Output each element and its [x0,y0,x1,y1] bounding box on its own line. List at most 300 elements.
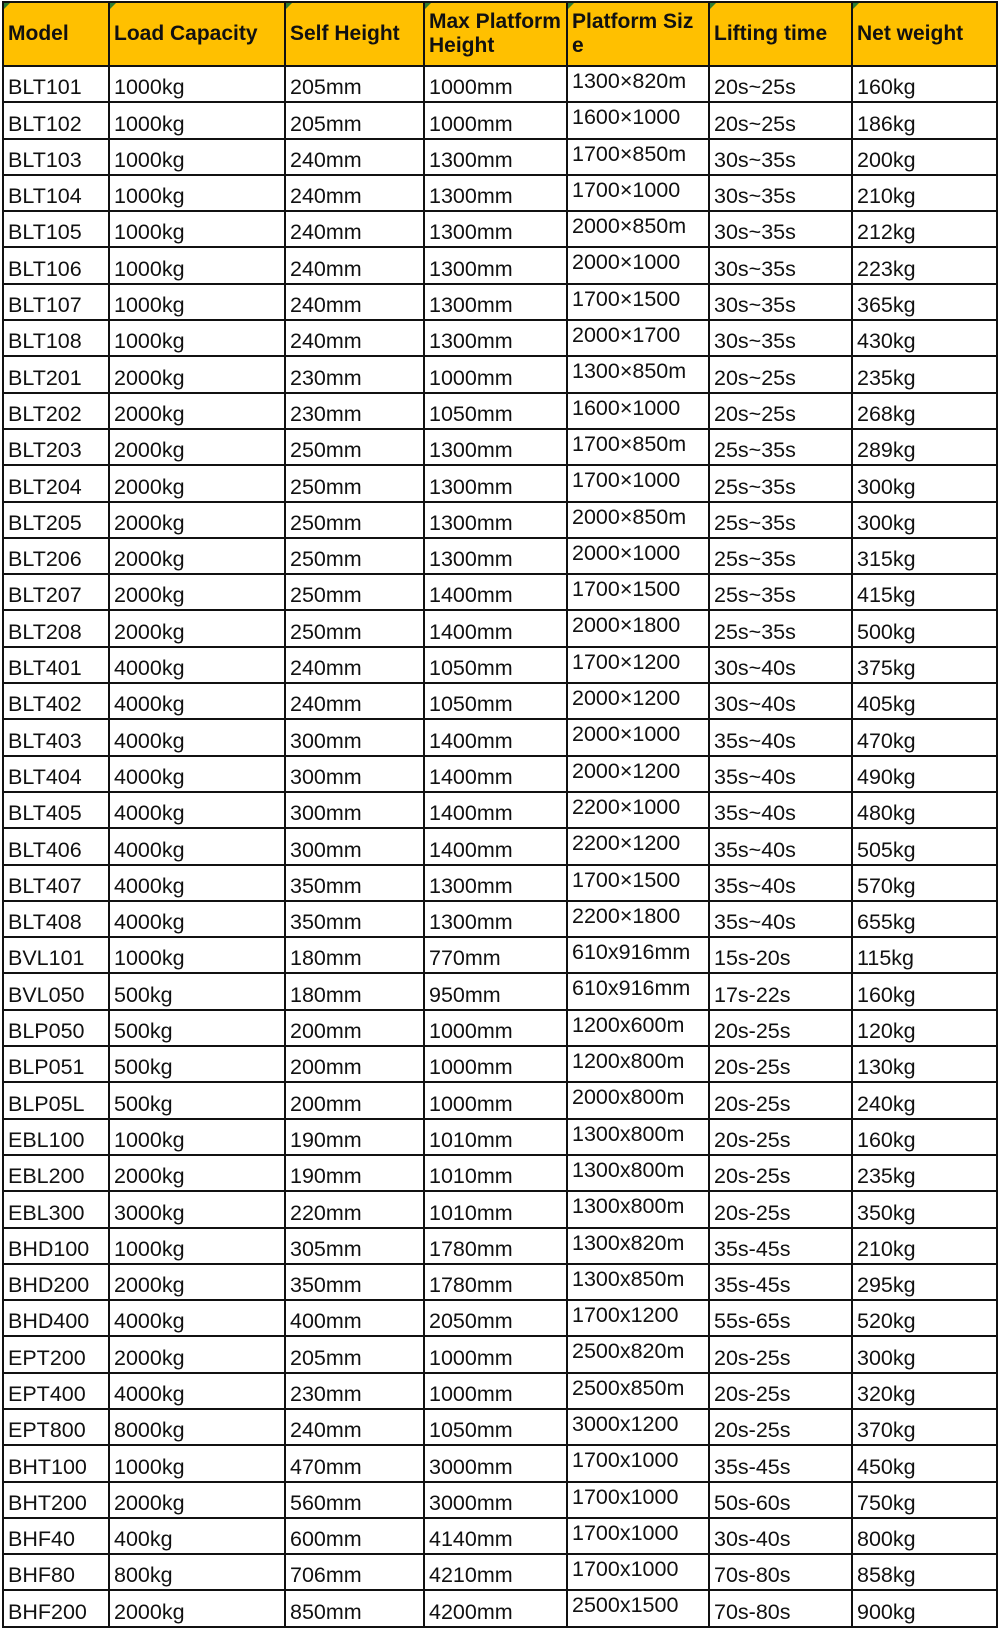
cell-self-height[interactable]: 706mm [285,1554,424,1590]
cell-load-capacity[interactable]: 4000kg [109,792,285,828]
cell-self-height[interactable]: 190mm [285,1155,424,1191]
cell-platform-size[interactable]: 1700x1000 [567,1554,709,1590]
cell-model[interactable]: BLT102 [3,102,109,138]
header-max-platform-height[interactable]: Max Platform Height [424,2,567,66]
cell-load-capacity[interactable]: 1000kg [109,284,285,320]
cell-load-capacity[interactable]: 2000kg [109,1155,285,1191]
cell-platform-size[interactable]: 1300x850m [567,1264,709,1300]
cell-lifting-time[interactable]: 30s~35s [709,211,852,247]
cell-model[interactable]: BLT106 [3,247,109,283]
cell-lifting-time[interactable]: 25s~35s [709,429,852,465]
cell-model[interactable]: BLT403 [3,719,109,755]
cell-load-capacity[interactable]: 1000kg [109,175,285,211]
cell-load-capacity[interactable]: 4000kg [109,719,285,755]
cell-self-height[interactable]: 250mm [285,574,424,610]
cell-platform-size[interactable]: 1700×1000 [567,465,709,501]
cell-net-weight[interactable]: 450kg [852,1445,997,1481]
cell-max-platform-height[interactable]: 1300mm [424,320,567,356]
cell-model[interactable]: BLT401 [3,647,109,683]
cell-self-height[interactable]: 230mm [285,356,424,392]
cell-max-platform-height[interactable]: 1000mm [424,66,567,102]
cell-platform-size[interactable]: 1300×850m [567,356,709,392]
cell-max-platform-height[interactable]: 950mm [424,973,567,1009]
cell-self-height[interactable]: 180mm [285,937,424,973]
cell-self-height[interactable]: 230mm [285,1373,424,1409]
cell-lifting-time[interactable]: 20s-25s [709,1046,852,1082]
cell-model[interactable]: BLP051 [3,1046,109,1082]
cell-net-weight[interactable]: 505kg [852,828,997,864]
cell-load-capacity[interactable]: 2000kg [109,429,285,465]
cell-model[interactable]: BHT200 [3,1482,109,1518]
cell-load-capacity[interactable]: 1000kg [109,247,285,283]
cell-lifting-time[interactable]: 35s~40s [709,901,852,937]
cell-max-platform-height[interactable]: 1000mm [424,1373,567,1409]
cell-max-platform-height[interactable]: 1400mm [424,756,567,792]
cell-max-platform-height[interactable]: 1400mm [424,828,567,864]
cell-platform-size[interactable]: 1700×1000 [567,175,709,211]
cell-net-weight[interactable]: 655kg [852,901,997,937]
cell-max-platform-height[interactable]: 1300mm [424,211,567,247]
cell-self-height[interactable]: 250mm [285,502,424,538]
cell-load-capacity[interactable]: 1000kg [109,139,285,175]
cell-model[interactable]: BLT404 [3,756,109,792]
cell-lifting-time[interactable]: 25s~35s [709,574,852,610]
header-platform-size[interactable]: Platform Size [567,2,709,66]
cell-model[interactable]: BLT402 [3,683,109,719]
cell-model[interactable]: BHD100 [3,1228,109,1264]
cell-platform-size[interactable]: 1700×850m [567,139,709,175]
cell-model[interactable]: BLT108 [3,320,109,356]
cell-max-platform-height[interactable]: 3000mm [424,1445,567,1481]
cell-load-capacity[interactable]: 500kg [109,973,285,1009]
cell-lifting-time[interactable]: 20s~25s [709,356,852,392]
cell-platform-size[interactable]: 2000×1000 [567,719,709,755]
cell-net-weight[interactable]: 130kg [852,1046,997,1082]
cell-model[interactable]: BLT406 [3,828,109,864]
cell-lifting-time[interactable]: 35s~40s [709,792,852,828]
cell-platform-size[interactable]: 2500x1500 [567,1590,709,1626]
cell-net-weight[interactable]: 480kg [852,792,997,828]
cell-self-height[interactable]: 205mm [285,66,424,102]
cell-platform-size[interactable]: 2000×1000 [567,538,709,574]
cell-load-capacity[interactable]: 1000kg [109,1445,285,1481]
cell-net-weight[interactable]: 370kg [852,1409,997,1445]
cell-platform-size[interactable]: 2000×1000 [567,247,709,283]
cell-max-platform-height[interactable]: 1300mm [424,865,567,901]
cell-self-height[interactable]: 470mm [285,1445,424,1481]
cell-load-capacity[interactable]: 4000kg [109,1300,285,1336]
cell-net-weight[interactable]: 160kg [852,66,997,102]
cell-max-platform-height[interactable]: 1300mm [424,429,567,465]
cell-net-weight[interactable]: 268kg [852,393,997,429]
cell-load-capacity[interactable]: 4000kg [109,828,285,864]
cell-net-weight[interactable]: 160kg [852,1119,997,1155]
cell-lifting-time[interactable]: 20s-25s [709,1191,852,1227]
cell-net-weight[interactable]: 500kg [852,610,997,646]
cell-self-height[interactable]: 250mm [285,538,424,574]
cell-load-capacity[interactable]: 1000kg [109,937,285,973]
cell-load-capacity[interactable]: 4000kg [109,756,285,792]
cell-self-height[interactable]: 300mm [285,719,424,755]
cell-lifting-time[interactable]: 20s-25s [709,1336,852,1372]
cell-self-height[interactable]: 400mm [285,1300,424,1336]
cell-net-weight[interactable]: 315kg [852,538,997,574]
cell-max-platform-height[interactable]: 1400mm [424,610,567,646]
cell-self-height[interactable]: 240mm [285,284,424,320]
cell-lifting-time[interactable]: 30s~35s [709,175,852,211]
cell-load-capacity[interactable]: 500kg [109,1082,285,1118]
cell-max-platform-height[interactable]: 1000mm [424,1336,567,1372]
cell-self-height[interactable]: 350mm [285,865,424,901]
cell-model[interactable]: BLT204 [3,465,109,501]
cell-lifting-time[interactable]: 30s~35s [709,284,852,320]
cell-load-capacity[interactable]: 8000kg [109,1409,285,1445]
cell-platform-size[interactable]: 1300x800m [567,1155,709,1191]
cell-load-capacity[interactable]: 2000kg [109,502,285,538]
cell-net-weight[interactable]: 405kg [852,683,997,719]
cell-platform-size[interactable]: 3000x1200 [567,1409,709,1445]
cell-platform-size[interactable]: 2200×1800 [567,901,709,937]
cell-model[interactable]: EBL200 [3,1155,109,1191]
cell-self-height[interactable]: 180mm [285,973,424,1009]
cell-lifting-time[interactable]: 25s~35s [709,538,852,574]
cell-self-height[interactable]: 205mm [285,1336,424,1372]
cell-lifting-time[interactable]: 15s-20s [709,937,852,973]
cell-self-height[interactable]: 240mm [285,211,424,247]
cell-self-height[interactable]: 350mm [285,901,424,937]
cell-net-weight[interactable]: 289kg [852,429,997,465]
cell-lifting-time[interactable]: 30s~40s [709,647,852,683]
cell-net-weight[interactable]: 235kg [852,1155,997,1191]
cell-self-height[interactable]: 240mm [285,175,424,211]
cell-platform-size[interactable]: 2500x850m [567,1373,709,1409]
cell-net-weight[interactable]: 520kg [852,1300,997,1336]
cell-platform-size[interactable]: 1300x800m [567,1119,709,1155]
cell-lifting-time[interactable]: 20s~25s [709,393,852,429]
cell-self-height[interactable]: 250mm [285,465,424,501]
cell-model[interactable]: BHF200 [3,1590,109,1626]
cell-max-platform-height[interactable]: 770mm [424,937,567,973]
cell-model[interactable]: BLT104 [3,175,109,211]
cell-platform-size[interactable]: 2000x800m [567,1082,709,1118]
header-model[interactable]: Model [3,2,109,66]
cell-load-capacity[interactable]: 2000kg [109,465,285,501]
cell-self-height[interactable]: 240mm [285,1409,424,1445]
cell-max-platform-height[interactable]: 1300mm [424,284,567,320]
cell-platform-size[interactable]: 1200x800m [567,1046,709,1082]
cell-load-capacity[interactable]: 1000kg [109,211,285,247]
cell-load-capacity[interactable]: 4000kg [109,901,285,937]
cell-max-platform-height[interactable]: 4210mm [424,1554,567,1590]
cell-platform-size[interactable]: 1300x820m [567,1228,709,1264]
cell-max-platform-height[interactable]: 3000mm [424,1482,567,1518]
cell-self-height[interactable]: 190mm [285,1119,424,1155]
cell-net-weight[interactable]: 235kg [852,356,997,392]
cell-max-platform-height[interactable]: 1050mm [424,393,567,429]
cell-max-platform-height[interactable]: 1300mm [424,901,567,937]
cell-load-capacity[interactable]: 2000kg [109,1590,285,1626]
cell-max-platform-height[interactable]: 1300mm [424,175,567,211]
cell-model[interactable]: EPT400 [3,1373,109,1409]
cell-lifting-time[interactable]: 20s~25s [709,102,852,138]
cell-self-height[interactable]: 200mm [285,1010,424,1046]
cell-model[interactable]: BLT201 [3,356,109,392]
cell-net-weight[interactable]: 240kg [852,1082,997,1118]
cell-lifting-time[interactable]: 30s~35s [709,247,852,283]
cell-lifting-time[interactable]: 55s-65s [709,1300,852,1336]
cell-model[interactable]: BHF40 [3,1518,109,1554]
cell-lifting-time[interactable]: 35s-45s [709,1228,852,1264]
cell-lifting-time[interactable]: 17s-22s [709,973,852,1009]
cell-platform-size[interactable]: 2000×850m [567,211,709,247]
cell-net-weight[interactable]: 320kg [852,1373,997,1409]
cell-platform-size[interactable]: 2000×850m [567,502,709,538]
cell-model[interactable]: BHD200 [3,1264,109,1300]
cell-model[interactable]: EBL100 [3,1119,109,1155]
cell-model[interactable]: BHT100 [3,1445,109,1481]
cell-model[interactable]: BHF80 [3,1554,109,1590]
cell-load-capacity[interactable]: 500kg [109,1010,285,1046]
cell-model[interactable]: BLT203 [3,429,109,465]
cell-net-weight[interactable]: 490kg [852,756,997,792]
cell-platform-size[interactable]: 2200×1200 [567,828,709,864]
cell-lifting-time[interactable]: 25s~35s [709,465,852,501]
cell-platform-size[interactable]: 2000×1800 [567,610,709,646]
cell-lifting-time[interactable]: 70s-80s [709,1590,852,1626]
cell-lifting-time[interactable]: 30s~35s [709,320,852,356]
cell-self-height[interactable]: 200mm [285,1046,424,1082]
cell-net-weight[interactable]: 200kg [852,139,997,175]
cell-self-height[interactable]: 240mm [285,647,424,683]
cell-model[interactable]: BLT206 [3,538,109,574]
cell-self-height[interactable]: 240mm [285,139,424,175]
cell-lifting-time[interactable]: 35s-45s [709,1445,852,1481]
cell-self-height[interactable]: 205mm [285,102,424,138]
cell-max-platform-height[interactable]: 1300mm [424,247,567,283]
cell-platform-size[interactable]: 2000×1700 [567,320,709,356]
cell-load-capacity[interactable]: 1000kg [109,66,285,102]
cell-self-height[interactable]: 240mm [285,247,424,283]
cell-max-platform-height[interactable]: 1050mm [424,647,567,683]
cell-max-platform-height[interactable]: 1300mm [424,139,567,175]
cell-max-platform-height[interactable]: 4200mm [424,1590,567,1626]
cell-net-weight[interactable]: 300kg [852,1336,997,1372]
cell-model[interactable]: BLP050 [3,1010,109,1046]
cell-platform-size[interactable]: 2500x820m [567,1336,709,1372]
cell-lifting-time[interactable]: 35s~40s [709,828,852,864]
cell-platform-size[interactable]: 610x916mm [567,937,709,973]
cell-model[interactable]: BLT205 [3,502,109,538]
cell-net-weight[interactable]: 570kg [852,865,997,901]
cell-platform-size[interactable]: 1300x800m [567,1191,709,1227]
cell-lifting-time[interactable]: 50s-60s [709,1482,852,1518]
cell-platform-size[interactable]: 1700x1200 [567,1300,709,1336]
cell-max-platform-height[interactable]: 1010mm [424,1155,567,1191]
header-net-weight[interactable]: Net weight [852,2,997,66]
cell-net-weight[interactable]: 470kg [852,719,997,755]
cell-lifting-time[interactable]: 20s-25s [709,1119,852,1155]
cell-net-weight[interactable]: 295kg [852,1264,997,1300]
cell-load-capacity[interactable]: 4000kg [109,1373,285,1409]
cell-self-height[interactable]: 240mm [285,320,424,356]
cell-lifting-time[interactable]: 30s-40s [709,1518,852,1554]
cell-max-platform-height[interactable]: 1000mm [424,1046,567,1082]
cell-load-capacity[interactable]: 2000kg [109,538,285,574]
cell-platform-size[interactable]: 1700×1500 [567,574,709,610]
cell-max-platform-height[interactable]: 1400mm [424,719,567,755]
cell-platform-size[interactable]: 1600×1000 [567,102,709,138]
cell-platform-size[interactable]: 1700x1000 [567,1518,709,1554]
cell-self-height[interactable]: 220mm [285,1191,424,1227]
cell-platform-size[interactable]: 1700×1500 [567,284,709,320]
cell-load-capacity[interactable]: 3000kg [109,1191,285,1227]
cell-model[interactable]: BLT407 [3,865,109,901]
cell-model[interactable]: BLT101 [3,66,109,102]
cell-load-capacity[interactable]: 1000kg [109,1228,285,1264]
cell-model[interactable]: BVL101 [3,937,109,973]
cell-net-weight[interactable]: 375kg [852,647,997,683]
cell-load-capacity[interactable]: 2000kg [109,574,285,610]
cell-net-weight[interactable]: 750kg [852,1482,997,1518]
cell-lifting-time[interactable]: 35s~40s [709,756,852,792]
cell-load-capacity[interactable]: 400kg [109,1518,285,1554]
cell-model[interactable]: BLT405 [3,792,109,828]
cell-platform-size[interactable]: 1600×1000 [567,393,709,429]
cell-load-capacity[interactable]: 1000kg [109,320,285,356]
cell-max-platform-height[interactable]: 1010mm [424,1119,567,1155]
cell-lifting-time[interactable]: 70s-80s [709,1554,852,1590]
cell-load-capacity[interactable]: 2000kg [109,610,285,646]
cell-net-weight[interactable]: 858kg [852,1554,997,1590]
cell-net-weight[interactable]: 115kg [852,937,997,973]
cell-net-weight[interactable]: 160kg [852,973,997,1009]
cell-self-height[interactable]: 305mm [285,1228,424,1264]
cell-net-weight[interactable]: 900kg [852,1590,997,1626]
cell-platform-size[interactable]: 2000×1200 [567,756,709,792]
cell-self-height[interactable]: 850mm [285,1590,424,1626]
cell-lifting-time[interactable]: 20s-25s [709,1409,852,1445]
header-self-height[interactable]: Self Height [285,2,424,66]
cell-max-platform-height[interactable]: 1010mm [424,1191,567,1227]
cell-net-weight[interactable]: 300kg [852,502,997,538]
cell-max-platform-height[interactable]: 1000mm [424,356,567,392]
cell-load-capacity[interactable]: 2000kg [109,356,285,392]
cell-load-capacity[interactable]: 1000kg [109,102,285,138]
cell-platform-size[interactable]: 1200x600m [567,1010,709,1046]
cell-model[interactable]: BHD400 [3,1300,109,1336]
cell-model[interactable]: BLT207 [3,574,109,610]
cell-max-platform-height[interactable]: 1000mm [424,1082,567,1118]
cell-net-weight[interactable]: 210kg [852,175,997,211]
cell-load-capacity[interactable]: 2000kg [109,1482,285,1518]
cell-net-weight[interactable]: 210kg [852,1228,997,1264]
cell-platform-size[interactable]: 1300×820m [567,66,709,102]
cell-load-capacity[interactable]: 2000kg [109,393,285,429]
cell-model[interactable]: BLP05L [3,1082,109,1118]
cell-max-platform-height[interactable]: 1780mm [424,1228,567,1264]
cell-model[interactable]: EBL300 [3,1191,109,1227]
cell-max-platform-height[interactable]: 1000mm [424,1010,567,1046]
cell-model[interactable]: EPT200 [3,1336,109,1372]
cell-lifting-time[interactable]: 20s-25s [709,1373,852,1409]
cell-platform-size[interactable]: 1700×1200 [567,647,709,683]
cell-net-weight[interactable]: 223kg [852,247,997,283]
cell-load-capacity[interactable]: 4000kg [109,865,285,901]
cell-platform-size[interactable]: 1700×1500 [567,865,709,901]
cell-lifting-time[interactable]: 20s-25s [709,1155,852,1191]
cell-net-weight[interactable]: 186kg [852,102,997,138]
cell-net-weight[interactable]: 800kg [852,1518,997,1554]
cell-model[interactable]: BVL050 [3,973,109,1009]
cell-lifting-time[interactable]: 35s~40s [709,865,852,901]
cell-self-height[interactable]: 300mm [285,828,424,864]
cell-max-platform-height[interactable]: 1400mm [424,792,567,828]
cell-model[interactable]: BLT107 [3,284,109,320]
cell-net-weight[interactable]: 300kg [852,465,997,501]
header-load-capacity[interactable]: Load Capacity [109,2,285,66]
cell-platform-size[interactable]: 610x916mm [567,973,709,1009]
cell-platform-size[interactable]: 1700×850m [567,429,709,465]
cell-net-weight[interactable]: 350kg [852,1191,997,1227]
cell-lifting-time[interactable]: 25s~35s [709,502,852,538]
cell-self-height[interactable]: 300mm [285,756,424,792]
cell-platform-size[interactable]: 2200×1000 [567,792,709,828]
cell-self-height[interactable]: 200mm [285,1082,424,1118]
cell-load-capacity[interactable]: 800kg [109,1554,285,1590]
cell-model[interactable]: BLT408 [3,901,109,937]
cell-max-platform-height[interactable]: 1000mm [424,102,567,138]
cell-model[interactable]: EPT800 [3,1409,109,1445]
cell-self-height[interactable]: 250mm [285,429,424,465]
cell-self-height[interactable]: 300mm [285,792,424,828]
cell-lifting-time[interactable]: 20s-25s [709,1010,852,1046]
cell-self-height[interactable]: 250mm [285,610,424,646]
cell-max-platform-height[interactable]: 1300mm [424,538,567,574]
cell-model[interactable]: BLT103 [3,139,109,175]
cell-load-capacity[interactable]: 2000kg [109,1264,285,1300]
cell-lifting-time[interactable]: 30s~35s [709,139,852,175]
cell-max-platform-height[interactable]: 1050mm [424,683,567,719]
cell-lifting-time[interactable]: 35s-45s [709,1264,852,1300]
header-lifting-time[interactable]: Lifting time [709,2,852,66]
cell-self-height[interactable]: 230mm [285,393,424,429]
cell-platform-size[interactable]: 2000×1200 [567,683,709,719]
cell-net-weight[interactable]: 430kg [852,320,997,356]
cell-self-height[interactable]: 350mm [285,1264,424,1300]
cell-net-weight[interactable]: 120kg [852,1010,997,1046]
cell-max-platform-height[interactable]: 1400mm [424,574,567,610]
cell-load-capacity[interactable]: 4000kg [109,647,285,683]
cell-platform-size[interactable]: 1700x1000 [567,1445,709,1481]
cell-max-platform-height[interactable]: 1050mm [424,1409,567,1445]
cell-max-platform-height[interactable]: 1780mm [424,1264,567,1300]
cell-lifting-time[interactable]: 35s~40s [709,719,852,755]
cell-model[interactable]: BLT202 [3,393,109,429]
cell-net-weight[interactable]: 365kg [852,284,997,320]
cell-self-height[interactable]: 600mm [285,1518,424,1554]
cell-self-height[interactable]: 560mm [285,1482,424,1518]
cell-model[interactable]: BLT105 [3,211,109,247]
cell-load-capacity[interactable]: 1000kg [109,1119,285,1155]
cell-net-weight[interactable]: 212kg [852,211,997,247]
cell-max-platform-height[interactable]: 1300mm [424,502,567,538]
cell-lifting-time[interactable]: 20s~25s [709,66,852,102]
cell-lifting-time[interactable]: 25s~35s [709,610,852,646]
cell-max-platform-height[interactable]: 2050mm [424,1300,567,1336]
cell-self-height[interactable]: 240mm [285,683,424,719]
cell-load-capacity[interactable]: 4000kg [109,683,285,719]
cell-model[interactable]: BLT208 [3,610,109,646]
